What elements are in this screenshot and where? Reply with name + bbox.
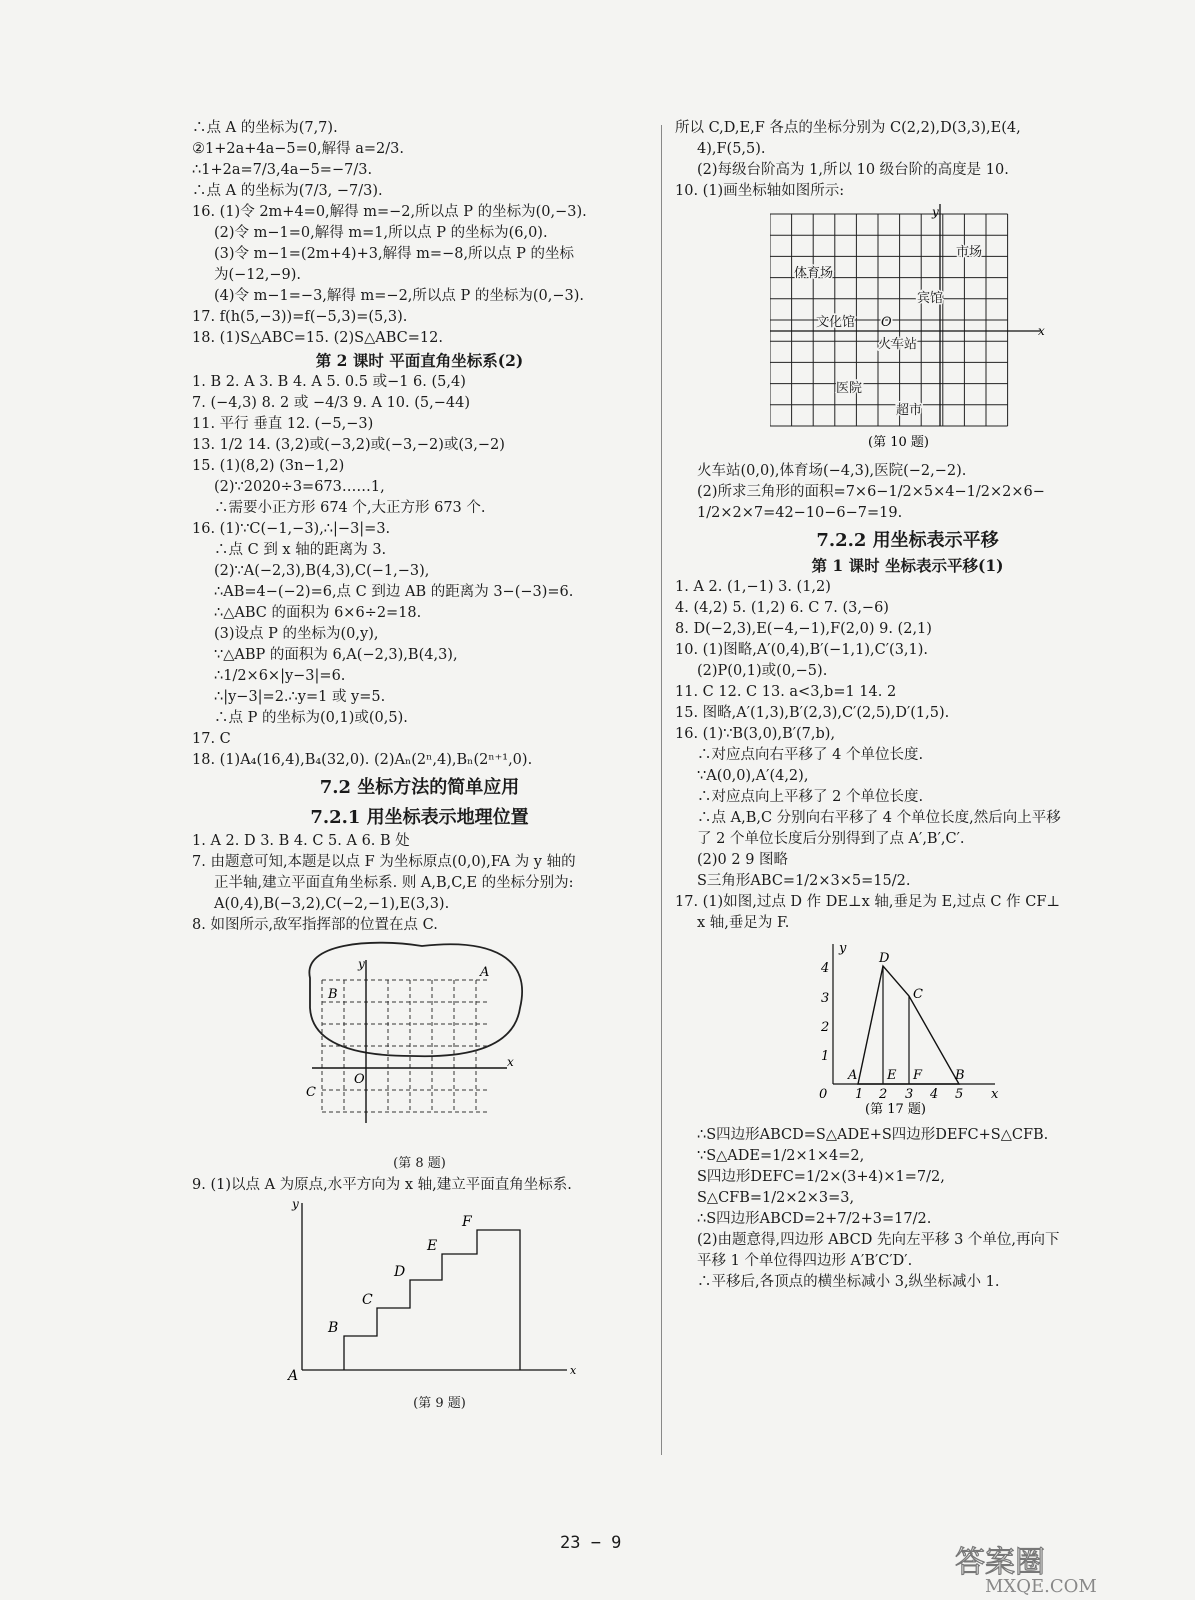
figure-8-diagram xyxy=(292,938,532,1148)
watermark-logo xyxy=(945,1540,1175,1595)
right-text-line: S△CFB=1/2×2×3=3, xyxy=(697,1190,855,1206)
left-text-line: 11. 平行 垂直 12. (−5,−3) xyxy=(192,416,374,432)
left-text-line: 1. B 2. A 3. B 4. A 5. 0.5 或−1 6. (5,4) xyxy=(192,374,466,390)
fig9-point-c: C xyxy=(362,1292,373,1308)
fig17-xtick-4: 4 xyxy=(930,1087,939,1102)
right-text-line: 4. (4,2) 5. (1,2) 6. C 7. (3,−6) xyxy=(675,600,889,616)
right-text-line: 11. C 12. C 13. a<3,b=1 14. 2 xyxy=(675,684,897,700)
left-text-line: 17. f(h(5,−3))=f(−5,3)=(5,3). xyxy=(192,309,408,325)
right-text-line: 10. (1)图略,A′(0,4),B′(−1,1),C′(3,1). xyxy=(675,642,929,658)
figure-8 xyxy=(192,938,647,1173)
fig9-point-a: A xyxy=(288,1368,299,1384)
left-text-line: 第 2 课时 平面直角坐标系(2) xyxy=(315,351,524,370)
right-text-line: (2)每级台阶高为 1,所以 10 级台阶的高度是 10. xyxy=(697,162,1009,178)
left-text-line: 16. (1)令 2m+4=0,解得 m=−2,所以点 P 的坐标为(0,−3). xyxy=(192,204,587,220)
right-text-line: ∴S四边形ABCD=S△ADE+S四边形DEFC+S△CFB. xyxy=(697,1127,1049,1143)
fig17-xtick-2: 2 xyxy=(879,1087,888,1102)
left-text-line: (2)∵A(−2,3),B(4,3),C(−1,−3), xyxy=(214,563,430,579)
right-text-line: ∴S四边形ABCD=2+7/2+3=17/2. xyxy=(697,1211,932,1227)
fig10-place-stadium: 体育场 xyxy=(794,266,834,281)
right-text-line: ∵A(0,0),A′(4,2), xyxy=(697,768,809,784)
fig17-xtick-5: 5 xyxy=(955,1087,964,1102)
left-text-line: (3)令 m−1=(2m+4)+3,解得 m=−8,所以点 P 的坐标 xyxy=(214,246,575,262)
fig10-x-label: x xyxy=(1038,324,1045,338)
left-text-line: 7.2 坐标方法的简单应用 xyxy=(319,777,520,798)
right-text-block-1 xyxy=(675,118,1140,202)
right-text-line: ∵S△ADE=1/2×1×4=2, xyxy=(697,1148,865,1164)
right-text-line: (2)0 2 9 图略 xyxy=(697,852,789,868)
fig10-place-market: 市场 xyxy=(956,245,983,260)
fig10-place-hotel: 宾馆 xyxy=(917,291,944,306)
left-text-line: 13. 1/2 14. (3,2)或(−3,2)或(−3,−2)或(3,−2) xyxy=(192,437,505,453)
right-text-line: ∴对应点向右平移了 4 个单位长度. xyxy=(697,747,924,763)
left-text-line: (2)∵2020÷3=673……1, xyxy=(214,479,385,495)
figure-10 xyxy=(675,204,1140,459)
figure-9-caption: (第 9 题) xyxy=(413,1396,466,1411)
fig17-ytick-4: 4 xyxy=(821,961,830,976)
right-text-block-2 xyxy=(675,461,1140,934)
figure-10-diagram xyxy=(770,204,1050,452)
fig8-x-label: x xyxy=(507,1055,514,1069)
fig10-y-label: y xyxy=(932,205,939,219)
right-text-line: 1/2×2×7=42−10−6−7=19. xyxy=(697,505,903,521)
right-text-line: S三角形ABC=1/2×3×5=15/2. xyxy=(697,873,911,889)
left-text-line: 7. (−4,3) 8. 2 或 −4/3 9. A 10. (5,−44) xyxy=(192,395,470,411)
fig10-place-hospital: 医院 xyxy=(836,381,863,396)
left-text-line: ∴点 A 的坐标为(7/3, −7/3). xyxy=(192,183,383,199)
fig9-point-d: D xyxy=(394,1264,406,1280)
left-text-line: 为(−12,−9). xyxy=(214,267,302,283)
left-text-line: ②1+2a+4a−5=0,解得 a=2/3. xyxy=(192,141,404,157)
figure-10-caption: (第 10 题) xyxy=(868,435,929,450)
fig9-y-label: y xyxy=(292,1198,299,1211)
left-text-line: 18. (1)A₄(16,4),B₄(32,0). (2)Aₙ(2ⁿ,4),Bₙ(2ⁿ⁺¹,0). xyxy=(192,752,533,768)
fig8-point-a: A xyxy=(480,965,490,980)
svg-text:答案圈: 答案圈 xyxy=(955,1545,1045,1580)
right-text-line: 17. (1)如图,过点 D 作 DE⊥x 轴,垂足为 E,过点 C 作 CF⊥ xyxy=(675,894,1061,910)
fig17-ytick-3: 3 xyxy=(821,991,830,1006)
right-text-line: ∴平移后,各顶点的横坐标减小 3,纵坐标减小 1. xyxy=(697,1274,1000,1290)
right-text-line: 10. (1)画坐标轴如图所示: xyxy=(675,183,845,199)
left-text-line: 16. (1)∵C(−1,−3),∴|−3|=3. xyxy=(192,521,391,537)
right-text-line: 火车站(0,0),体育场(−4,3),医院(−2,−2). xyxy=(697,463,967,479)
right-text-line: 平移 1 个单位得四边形 A′B′C′D′. xyxy=(697,1253,913,1269)
left-text-line: ∴需要小正方形 674 个,大正方形 673 个. xyxy=(214,500,486,516)
right-text-line: 16. (1)∵B(3,0),B′(7,b), xyxy=(675,726,836,742)
right-column xyxy=(675,118,1140,1293)
right-text-line: (2)由题意得,四边形 ABCD 先向左平移 3 个单位,再向下 xyxy=(697,1232,1060,1248)
right-text-block-3 xyxy=(675,1125,1140,1293)
fig17-point-a: A xyxy=(848,1068,858,1083)
right-text-line: (2)P(0,1)或(0,−5). xyxy=(697,663,828,679)
fig17-xtick-0: 0 xyxy=(819,1087,828,1102)
fig9-point-e: E xyxy=(427,1238,438,1254)
fig17-point-f: F xyxy=(913,1068,923,1083)
figure-9 xyxy=(192,1198,647,1413)
left-text-line: 18. (1)S△ABC=15. (2)S△ABC=12. xyxy=(192,330,443,346)
left-column xyxy=(192,118,647,1415)
left-text-line: ∴1/2×6×|y−3|=6. xyxy=(214,668,346,684)
figure-17-diagram xyxy=(805,936,1005,1116)
left-text-block-2 xyxy=(192,1175,647,1196)
fig10-origin-label: O xyxy=(881,315,892,330)
figure-17 xyxy=(675,936,1140,1123)
right-text-line: 8. D(−2,3),E(−4,−1),F(2,0) 9. (2,1) xyxy=(675,621,932,637)
fig17-point-b: B xyxy=(955,1068,965,1083)
right-text-line: 7.2.2 用坐标表示平移 xyxy=(816,530,999,551)
left-text-line: 1. A 2. D 3. B 4. C 5. A 6. B 处 xyxy=(192,833,410,849)
fig17-y-label: y xyxy=(839,941,847,956)
left-text-line: (3)设点 P 的坐标为(0,y), xyxy=(214,626,379,642)
right-text-line: 1. A 2. (1,−1) 3. (1,2) xyxy=(675,579,831,595)
fig17-xtick-3: 3 xyxy=(905,1087,914,1102)
right-text-line: (2)所求三角形的面积=7×6−1/2×5×4−1/2×2×6− xyxy=(697,484,1045,500)
left-text-block xyxy=(192,118,647,936)
fig17-point-d: D xyxy=(879,951,890,966)
fig17-point-c: C xyxy=(913,987,923,1002)
fig17-xtick-1: 1 xyxy=(855,1087,864,1102)
right-text-line: 所以 C,D,E,F 各点的坐标分别为 C(2,2),D(3,3),E(4, xyxy=(675,120,1021,136)
fig10-place-station: 火车站 xyxy=(878,337,918,352)
fig10-place-supermarket: 超市 xyxy=(896,403,923,418)
fig17-ytick-1: 1 xyxy=(821,1049,830,1064)
left-text-line: (2)令 m−1=0,解得 m=1,所以点 P 的坐标为(6,0). xyxy=(214,225,548,241)
fig17-x-label: x xyxy=(991,1087,999,1102)
left-text-line: 7.2.1 用坐标表示地理位置 xyxy=(310,807,529,828)
fig8-point-b: B xyxy=(328,987,338,1002)
right-text-line: ∴点 A,B,C 分别向右平移了 4 个单位长度,然后向上平移 xyxy=(697,810,1061,826)
left-text-line: 15. (1)(8,2) (3n−1,2) xyxy=(192,458,345,474)
column-divider xyxy=(661,125,662,1455)
right-text-line: 4),F(5,5). xyxy=(697,141,766,157)
figure-9-diagram xyxy=(282,1198,582,1388)
fig17-ytick-2: 2 xyxy=(821,1020,830,1035)
left-text-line: 17. C xyxy=(192,731,231,747)
fig8-point-c: C xyxy=(306,1085,316,1100)
svg-text:MXQE.COM: MXQE.COM xyxy=(985,1576,1097,1595)
figure-17-caption: (第 17 题) xyxy=(865,1102,926,1116)
fig10-place-culture-hall: 文化馆 xyxy=(816,315,856,330)
left-text-line: 7. 由题意可知,本题是以点 F 为坐标原点(0,0),FA 为 y 轴的 xyxy=(192,854,576,870)
right-text-line: x 轴,垂足为 F. xyxy=(697,915,790,931)
left-text-line: 8. 如图所示,敌军指挥部的位置在点 C. xyxy=(192,917,438,933)
right-text-line: 第 1 课时 坐标表示平移(1) xyxy=(811,556,1004,575)
left-text-line: 9. (1)以点 A 为原点,水平方向为 x 轴,建立平面直角坐标系. xyxy=(192,1177,572,1193)
right-text-line: ∴对应点向上平移了 2 个单位长度. xyxy=(697,789,924,805)
left-text-line: (4)令 m−1=−3,解得 m=−2,所以点 P 的坐标为(0,−3). xyxy=(214,288,585,304)
left-text-line: ∴点 C 到 x 轴的距离为 3. xyxy=(214,542,387,558)
left-text-line: ∴点 A 的坐标为(7,7). xyxy=(192,120,338,136)
figure-8-caption: (第 8 题) xyxy=(393,1156,446,1171)
left-text-line: ∴△ABC 的面积为 6×6÷2=18. xyxy=(214,605,422,621)
right-text-line: 15. 图略,A′(1,3),B′(2,3),C′(2,5),D′(1,5). xyxy=(675,705,950,721)
left-text-line: A(0,4),B(−3,2),C(−2,−1),E(3,3). xyxy=(214,896,450,912)
left-text-line: ∴|y−3|=2.∴y=1 或 y=5. xyxy=(214,689,386,705)
fig9-x-label: x xyxy=(570,1364,577,1377)
left-text-line: ∴点 P 的坐标为(0,1)或(0,5). xyxy=(214,710,408,726)
page-number: 23 − 9 xyxy=(560,1533,622,1553)
fig8-origin-label: O xyxy=(354,1072,365,1087)
fig9-point-b: B xyxy=(328,1320,339,1336)
left-text-line: ∴1+2a=7/3,4a−5=−7/3. xyxy=(192,162,373,178)
fig8-y-label: y xyxy=(358,957,365,971)
right-text-line: 了 2 个单位长度后分别得到了点 A′,B′,C′. xyxy=(697,831,965,847)
left-text-line: 正半轴,建立平面直角坐标系. 则 A,B,C,E 的坐标分别为: xyxy=(214,875,574,891)
fig9-point-f: F xyxy=(462,1214,472,1230)
fig17-point-e: E xyxy=(887,1068,897,1083)
left-text-line: ∵△ABP 的面积为 6,A(−2,3),B(4,3), xyxy=(214,647,458,663)
left-text-line: ∴AB=4−(−2)=6,点 C 到边 AB 的距离为 3−(−3)=6. xyxy=(214,584,574,600)
right-text-line: S四边形DEFC=1/2×(3+4)×1=7/2, xyxy=(697,1169,945,1185)
